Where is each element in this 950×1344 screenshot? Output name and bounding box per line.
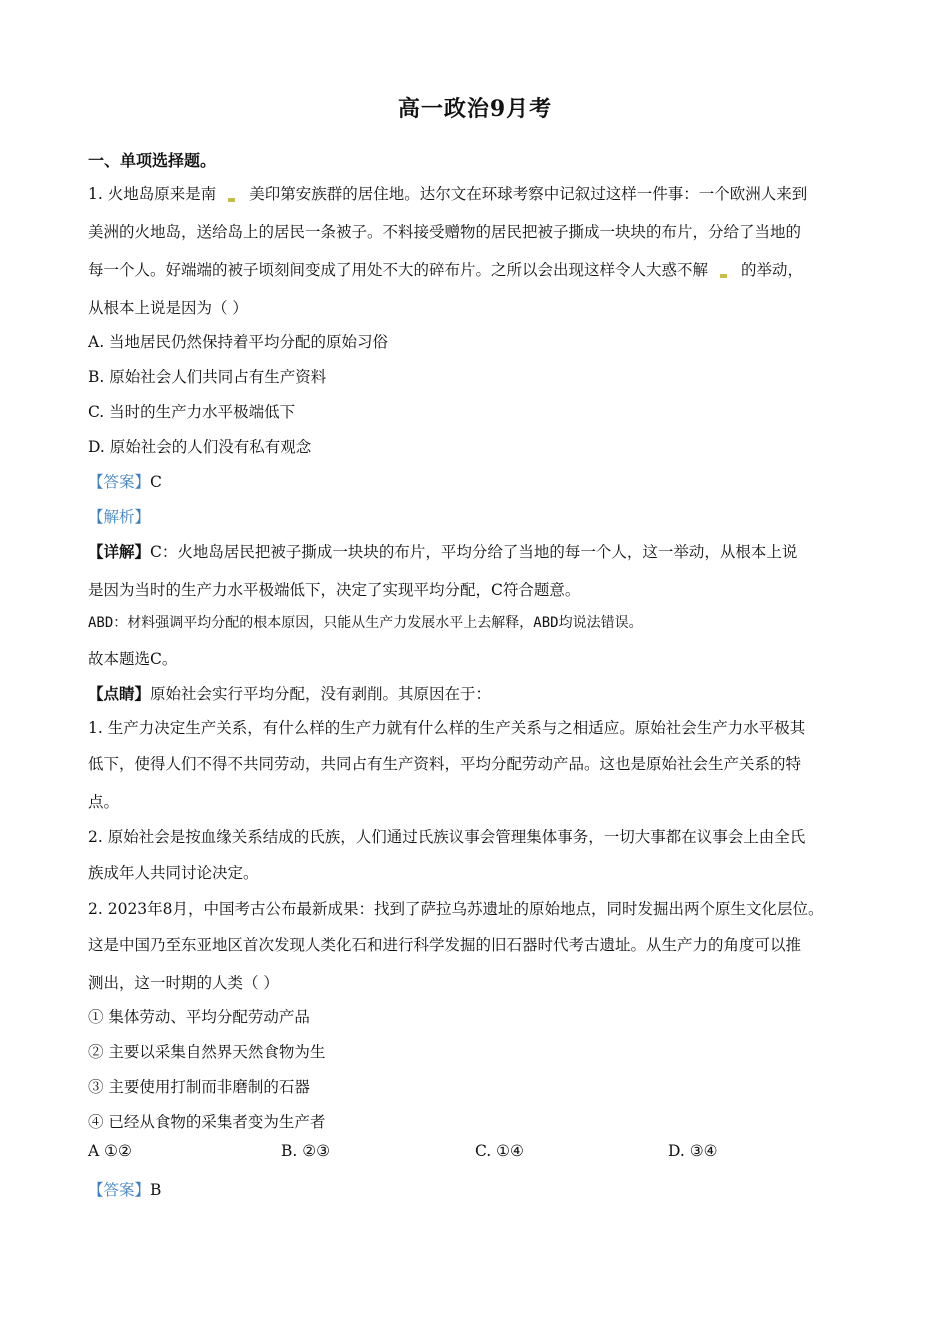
q1-detail-line1 — [88, 540, 797, 562]
q2-line1: 2. 2023年8月，中国考古公布最新成果：找到了萨拉乌苏遗址的原始地点，同时发掘出两个原生文化层位。 — [88, 900, 824, 918]
answer-tag: 【答案】 — [88, 1181, 151, 1199]
q1-text: 美印第安族群的居住地。达尔文在环球考察中记叙过这样一件事：一个欧洲人来到 — [249, 185, 808, 203]
q1-text: 的举动， — [741, 261, 804, 279]
q2-option-c: C. ①④ — [475, 1142, 524, 1160]
q1-point2-line2: 族成年人共同讨论决定。 — [88, 864, 259, 882]
point-tag: 【点睛】 — [88, 684, 151, 703]
highlight-mark-icon — [228, 198, 235, 202]
q2-option-d: D. ③④ — [668, 1142, 718, 1160]
q2-item2: ② 主要以采集自然界天然食物为生 — [88, 1043, 326, 1061]
q1-line3 — [88, 258, 803, 280]
q1-point2-line1: 2. 原始社会是按血缘关系结成的氏族，人们通过氏族议事会管理集体事务，一切大事都在议事会上由全氏 — [88, 828, 806, 846]
q2-answer — [88, 1178, 161, 1200]
q1-option-b: B. 原始社会人们共同占有生产资料 — [88, 368, 327, 386]
q1-text: 每一个人。好端端的被子顷刻间变成了用处不大的碎布片。之所以会出现这样令人大惑不解 — [88, 261, 709, 279]
q1-point1-line2: 低下，使得人们不得不共同劳动，共同占有生产资料，平均分配劳动产品。这也是原始社会生产关系的特 — [88, 755, 802, 773]
q1-point — [88, 682, 491, 704]
detail-text: C：火地岛居民把被子撕成一块块的布片，平均分给了当地的每一个人，这一举动，从根本上说 — [150, 543, 798, 561]
q1-analysis — [88, 505, 150, 527]
q2-line3: 测出，这一时期的人类（ ） — [88, 974, 279, 992]
q1-detail-line2: 是因为当时的生产力水平极端低下，决定了实现平均分配，C符合题意。 — [88, 581, 581, 599]
q1-text: 1. 火地岛原来是南 — [88, 185, 217, 203]
q1-option-d: D. 原始社会的人们没有私有观念 — [88, 438, 312, 456]
point-text: 原始社会实行平均分配，没有剥削。其原因在于： — [150, 685, 492, 703]
answer-value: B — [150, 1181, 162, 1199]
q1-option-c: C. 当时的生产力水平极端低下 — [88, 403, 296, 421]
q1-line2: 美洲的火地岛，送给岛上的居民一条被子。不料接受赠物的居民把被子撕成一块块的布片，分给了当地的 — [88, 223, 802, 241]
q1-point1-line1: 1. 生产力决定生产关系，有什么样的生产力就有什么样的生产关系与之相适应。原始社会生产力水平极其 — [88, 719, 806, 737]
q1-answer — [88, 470, 162, 492]
section-heading: 一、单项选择题。 — [88, 151, 217, 170]
q2-line2: 这是中国乃至东亚地区首次发现人类化石和进行科学发掘的旧石器时代考古遗址。从生产力的角度可以推 — [88, 936, 802, 954]
page-title: 高一政治9月考 — [397, 96, 553, 122]
q2-item3: ③ 主要使用打制而非磨制的石器 — [88, 1078, 310, 1096]
answer-value: C — [150, 473, 162, 491]
highlight-mark-icon — [720, 274, 727, 278]
q2-item1: ① 集体劳动、平均分配劳动产品 — [88, 1008, 310, 1026]
q2-option-a: A ①② — [88, 1142, 132, 1160]
analysis-tag: 【解析】 — [88, 508, 151, 526]
q1-option-a: A. 当地居民仍然保持着平均分配的原始习俗 — [88, 333, 389, 351]
q2-item4: ④ 已经从食物的采集者变为生产者 — [88, 1113, 326, 1131]
q1-conclusion: 故本题选C。 — [88, 650, 178, 668]
detail-tag: 【详解】 — [88, 542, 151, 561]
q1-line1 — [88, 182, 807, 204]
q1-line4: 从根本上说是因为（ ） — [88, 299, 248, 317]
q1-point1-line3: 点。 — [88, 793, 120, 811]
q1-detail-line3: ABD：材料强调平均分配的根本原因，只能从生产力发展水平上去解释，ABD均说法错误。 — [88, 615, 643, 631]
answer-tag: 【答案】 — [88, 473, 151, 491]
q2-option-b: B. ②③ — [281, 1142, 331, 1160]
